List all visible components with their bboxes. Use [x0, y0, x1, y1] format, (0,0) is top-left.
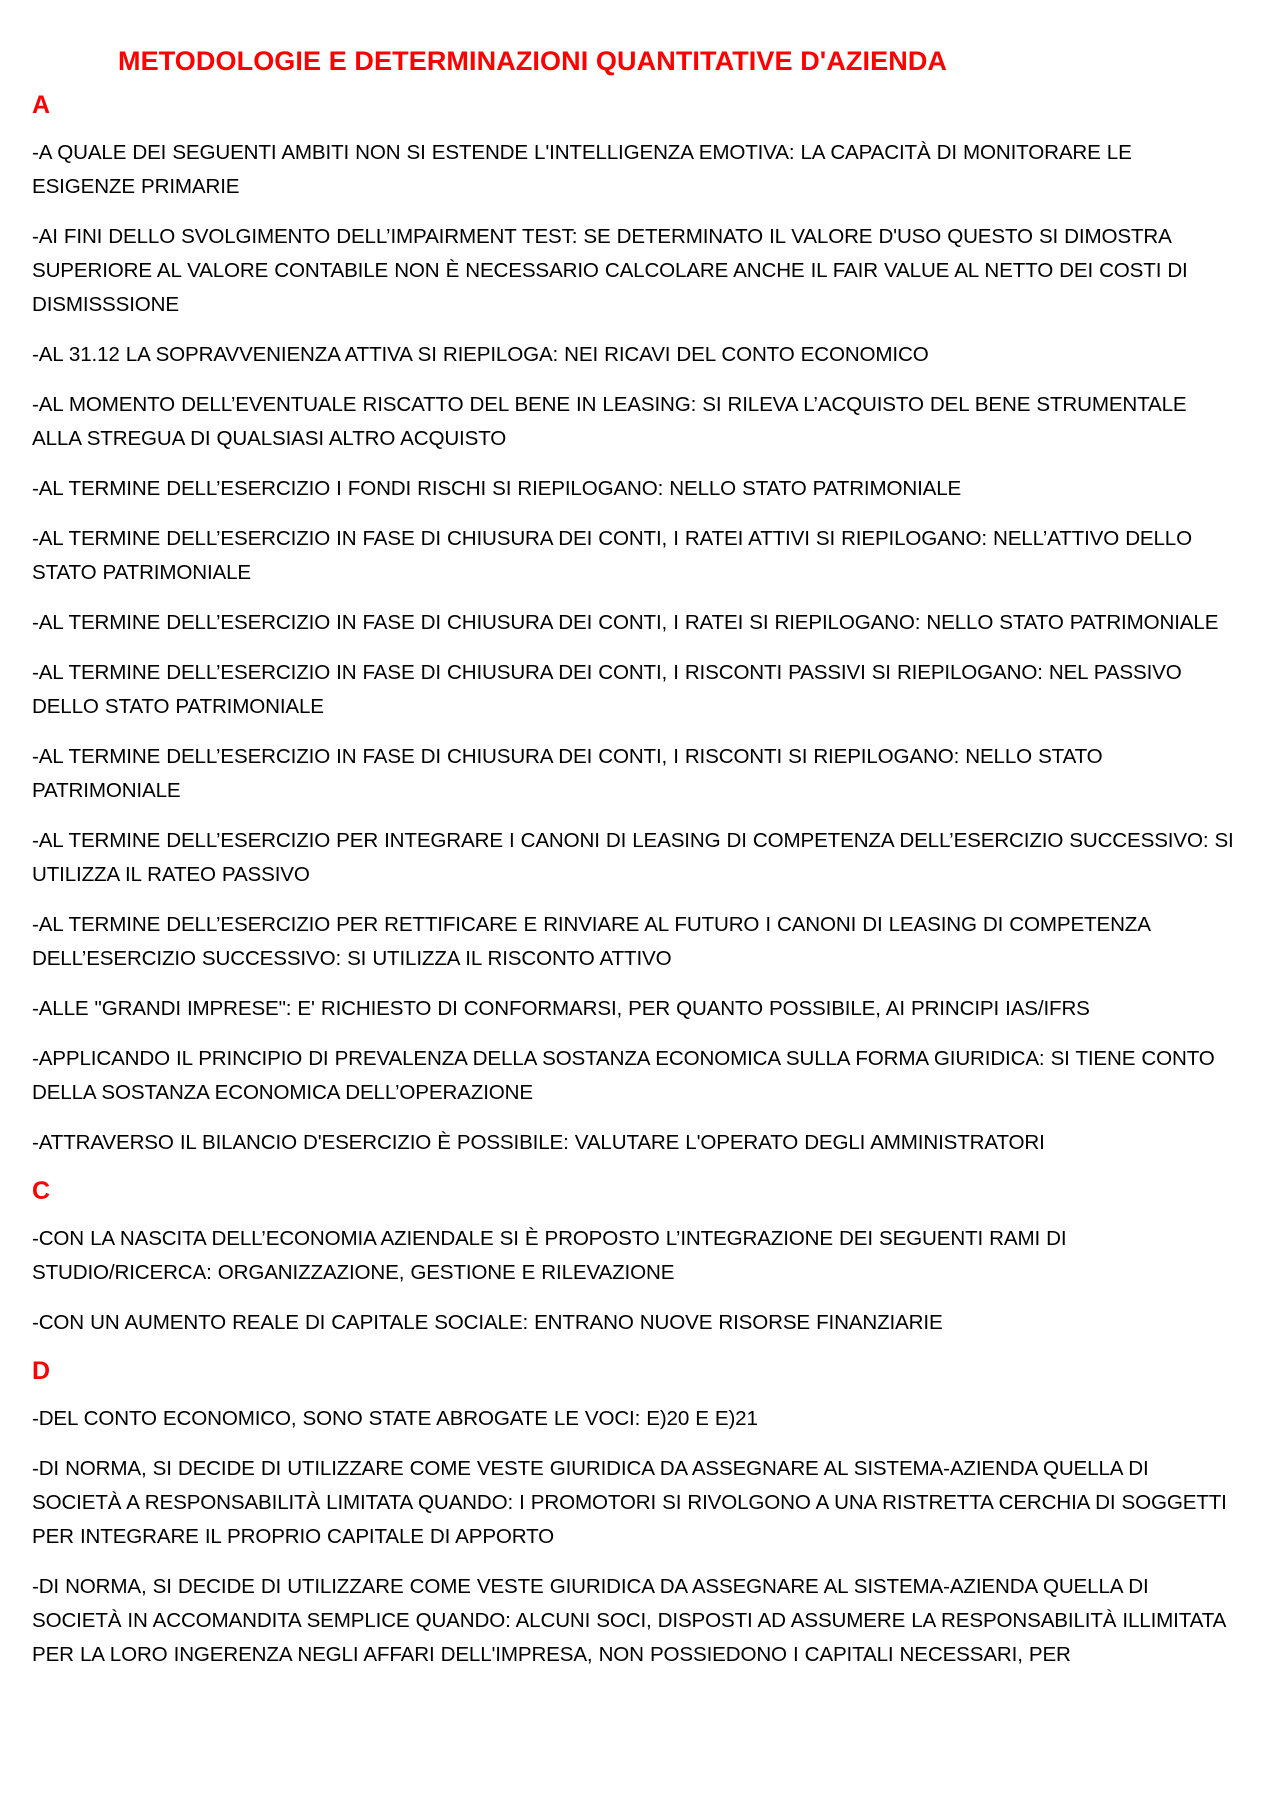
- question-answer-entry: -AL TERMINE DELL’ESERCIZIO PER RETTIFICARE E RINVIARE AL FUTURO I CANONI DI LEASING DI COMPETENZA DELL’ESERCIZIO SUCCESSIVO: SI UTILIZZA IL RISCONTO ATTIVO: [32, 913, 1150, 970]
- question-answer-entry: -AL TERMINE DELL’ESERCIZIO PER INTEGRARE I CANONI DI LEASING DI COMPETENZA DELL’ESERCIZIO SUCCESSIVO: SI UTILIZZA IL RATEO PASSIVO: [32, 829, 1234, 886]
- question-answer-entry: -CON UN AUMENTO REALE DI CAPITALE SOCIALE: ENTRANO NUOVE RISORSE FINANZIARIE: [32, 1311, 943, 1334]
- question-answer-entry: -DI NORMA, SI DECIDE DI UTILIZZARE COME VESTE GIURIDICA DA ASSEGNARE AL SISTEMA-AZIENDA QUELLA DI SOCIETÀ A RESPONSABILITÀ LIMITATA QUANDO: I PROMOTORI SI RIVOLGONO A UNA RISTRETTA CERCHIA DI SOGGETTI PER INTEGRARE IL PROPRIO CAPITALE DI APPORTO: [32, 1457, 1227, 1548]
- section-a: [32, 90, 1240, 1160]
- section-d: [32, 1356, 1240, 1672]
- question-answer-entry: -AL 31.12 LA SOPRAVVENIENZA ATTIVA SI RIEPILOGA: NEI RICAVI DEL CONTO ECONOMICO: [32, 343, 929, 366]
- question-answer-entry: -APPLICANDO IL PRINCIPIO DI PREVALENZA DELLA SOSTANZA ECONOMICA SULLA FORMA GIURIDICA: SI TIENE CONTO DELLA SOSTANZA ECONOMICA DELL’OPERAZIONE: [32, 1047, 1215, 1104]
- question-answer-entry: -A QUALE DEI SEGUENTI AMBITI NON SI ESTENDE L'INTELLIGENZA EMOTIVA: LA CAPACITÀ DI MONITORARE LE ESIGENZE PRIMARIE: [32, 141, 1132, 198]
- section-letter: D: [32, 1357, 51, 1385]
- question-answer-entry: -ALLE "GRANDI IMPRESE": E' RICHIESTO DI CONFORMARSI, PER QUANTO POSSIBILE, AI PRINCIPI IAS/IFRS: [32, 997, 1090, 1020]
- section-letter: C: [32, 1177, 51, 1205]
- question-answer-entry: -AL TERMINE DELL’ESERCIZIO IN FASE DI CHIUSURA DEI CONTI, I RISCONTI PASSIVI SI RIEPILOGANO: NEL PASSIVO DELLO STATO PATRIMONIALE: [32, 661, 1182, 718]
- question-answer-entry: -AI FINI DELLO SVOLGIMENTO DELL’IMPAIRMENT TEST: SE DETERMINATO IL VALORE D'USO QUESTO SI DIMOSTRA SUPERIORE AL VALORE CONTABILE NON È NECESSARIO CALCOLARE ANCHE IL FAIR VALUE AL NETTO DEI COSTI DI DISMISSSIONE: [32, 225, 1188, 316]
- question-answer-entry: -AL TERMINE DELL’ESERCIZIO IN FASE DI CHIUSURA DEI CONTI, I RATEI SI RIEPILOGANO: NELLO STATO PATRIMONIALE: [32, 611, 1219, 634]
- sections-container: [32, 90, 1240, 1672]
- document-title: METODOLOGIE E DETERMINAZIONI QUANTITATIVE D'AZIENDA: [118, 46, 948, 76]
- question-answer-entry: -DEL CONTO ECONOMICO, SONO STATE ABROGATE LE VOCI: E)20 E E)21: [32, 1407, 758, 1430]
- question-answer-entry: -AL TERMINE DELL’ESERCIZIO IN FASE DI CHIUSURA DEI CONTI, I RATEI ATTIVI SI RIEPILOGANO: NELL’ATTIVO DELLO STATO PATRIMONIALE: [32, 527, 1192, 584]
- question-answer-entry: -CON LA NASCITA DELL’ECONOMIA AZIENDALE SI È PROPOSTO L’INTEGRAZIONE DEI SEGUENTI RAMI DI STUDIO/RICERCA: ORGANIZZAZIONE, GESTIONE E RILEVAZIONE: [32, 1227, 1067, 1284]
- section-c: [32, 1176, 1240, 1340]
- question-answer-entry: -DI NORMA, SI DECIDE DI UTILIZZARE COME VESTE GIURIDICA DA ASSEGNARE AL SISTEMA-AZIENDA QUELLA DI SOCIETÀ IN ACCOMANDITA SEMPLICE QUANDO: ALCUNI SOCI, DISPOSTI AD ASSUMERE LA RESPONSABILITÀ ILLIMITATA PER LA LORO INGERENZA NEGLI AFFARI DELL'IMPRESA, NON POSSIEDONO I CAPITALI NECESSARI, PER: [32, 1575, 1226, 1666]
- question-answer-entry: -AL TERMINE DELL’ESERCIZIO I FONDI RISCHI SI RIEPILOGANO: NELLO STATO PATRIMONIALE: [32, 477, 962, 500]
- section-letter: A: [32, 91, 51, 119]
- question-answer-entry: -ATTRAVERSO IL BILANCIO D'ESERCIZIO È POSSIBILE: VALUTARE L'OPERATO DEGLI AMMINISTRATORI: [32, 1131, 1045, 1154]
- question-answer-entry: -AL TERMINE DELL’ESERCIZIO IN FASE DI CHIUSURA DEI CONTI, I RISCONTI SI RIEPILOGANO: NELLO STATO PATRIMONIALE: [32, 745, 1103, 802]
- question-answer-entry: -AL MOMENTO DELL’EVENTUALE RISCATTO DEL BENE IN LEASING: SI RILEVA L’ACQUISTO DEL BENE STRUMENTALE ALLA STREGUA DI QUALSIASI ALTRO ACQUISTO: [32, 393, 1187, 450]
